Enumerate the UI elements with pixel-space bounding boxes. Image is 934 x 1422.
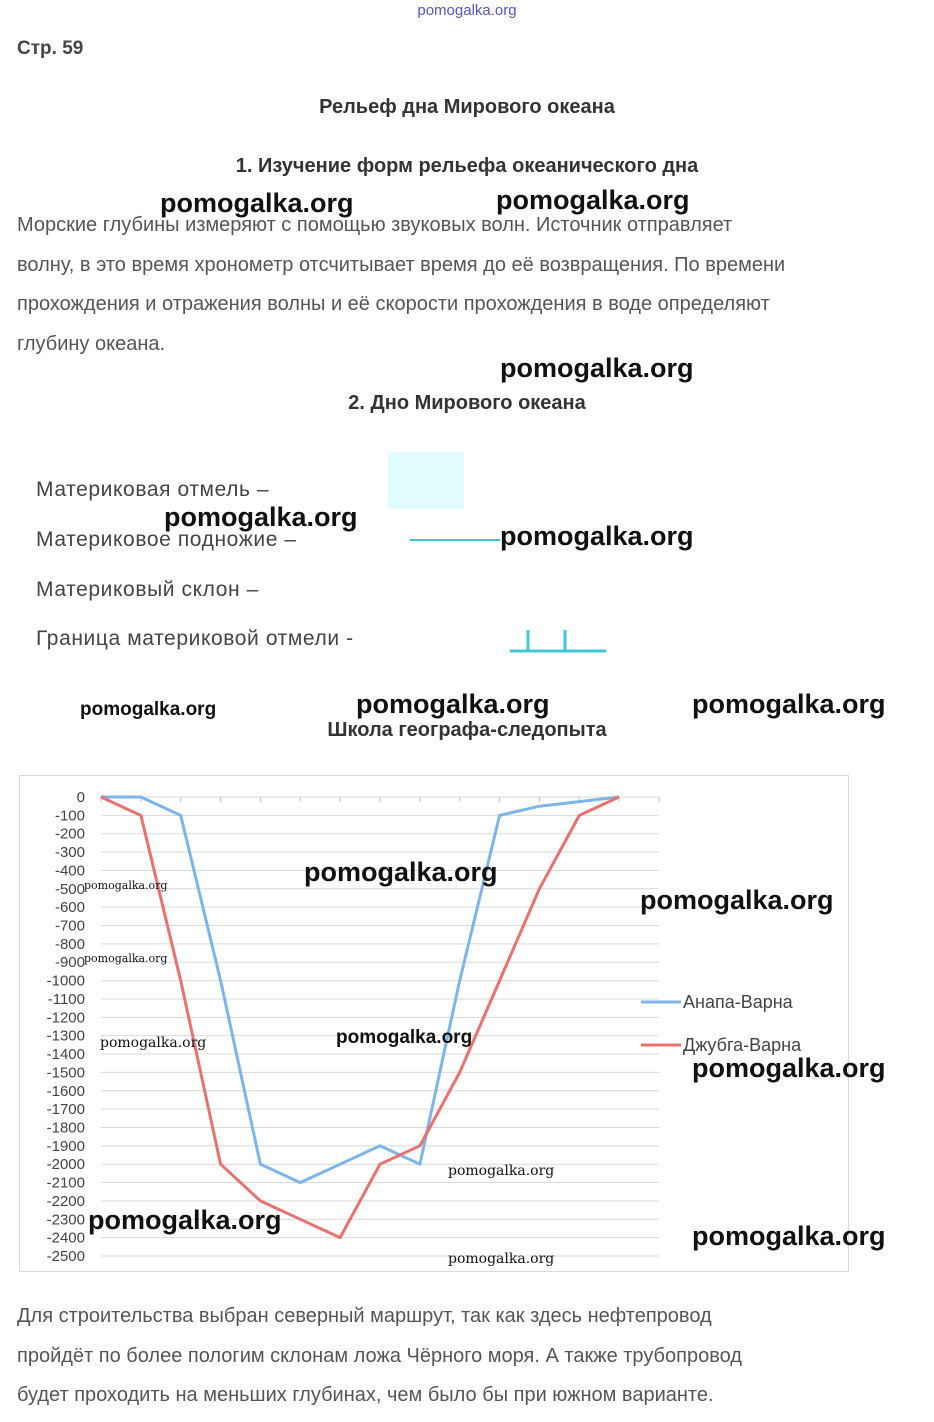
y-tick-label: -900 — [54, 954, 85, 972]
y-tick-label: -300 — [54, 844, 85, 862]
y-tick-label: -700 — [54, 917, 85, 935]
legend-shelf-label: Материковая отмель – — [36, 478, 270, 501]
y-tick-label: -2200 — [46, 1192, 85, 1210]
legend-slope-label: Материковый склон – — [36, 578, 259, 601]
y-tick-label: -2100 — [46, 1174, 85, 1192]
section-1-line: прохождения и отражения волны и её скорости прохождения в воде определяют — [17, 293, 770, 315]
section-1-title: 1. Изучение форм рельефа океанического дна — [235, 155, 699, 177]
foot-line-symbol — [410, 539, 500, 541]
watermark: pomogalka.org — [496, 185, 690, 215]
section-1-line: волну, в это время хронометр отсчитывает время до её возвращения. По времени — [17, 253, 786, 276]
y-tick-label: -2500 — [46, 1248, 85, 1265]
y-tick-label: -1300 — [46, 1027, 85, 1045]
y-tick-label: -400 — [54, 862, 85, 880]
watermark: pomogalka.org — [448, 1251, 555, 1267]
shelf-swatch — [388, 452, 464, 509]
watermark: pomogalka.org — [500, 353, 694, 383]
watermark: pomogalka.org — [304, 857, 498, 887]
watermark: pomogalka.org — [500, 521, 694, 551]
y-tick-label: -1400 — [46, 1046, 85, 1064]
y-tick-label: -1600 — [46, 1082, 85, 1100]
legend-label: Джубга-Варна — [683, 1035, 802, 1055]
legend-shelf-border-label: Граница материковой отмели - — [36, 627, 354, 650]
conclusion-line: будет проходить на меньших глубинах, чем было бы при южном варианте. — [17, 1384, 714, 1406]
watermark: pomogalka.org — [84, 879, 168, 892]
y-tick-label: -1900 — [46, 1137, 85, 1155]
section-1-line: Морские глубины измеряют с помощью звуковых волн. Источник отправляет — [17, 214, 733, 236]
y-tick-label: -1000 — [46, 972, 85, 990]
watermark: pomogalka.org — [448, 1163, 555, 1179]
y-tick-label: -1800 — [46, 1119, 85, 1137]
watermark: pomogalka.org — [336, 1027, 473, 1048]
school-title: Школа географа-следопыта — [327, 719, 607, 741]
y-tick-label: -100 — [54, 807, 85, 825]
y-tick-label: -200 — [54, 825, 85, 843]
watermark: pomogalka.org — [84, 952, 168, 965]
y-tick-label: -2400 — [46, 1229, 85, 1247]
y-tick-label: -1700 — [46, 1101, 85, 1119]
y-tick-label: -2300 — [46, 1211, 85, 1229]
y-tick-label: -1100 — [47, 990, 85, 1008]
conclusion-line: пройдёт по более пологим склонам ложа Чёрного моря. А также трубопровод — [17, 1344, 742, 1367]
watermark: pomogalka.org — [692, 1221, 886, 1251]
conclusion-line: Для строительства выбран северный маршрут, так как здесь нефтепровод — [17, 1305, 712, 1327]
watermark: pomogalka.org — [356, 689, 550, 719]
y-tick-label: 0 — [76, 789, 85, 806]
watermark: pomogalka.org — [640, 885, 834, 915]
watermark: pomogalka.org — [164, 502, 358, 532]
depth-profile-chart — [19, 775, 847, 1270]
y-tick-label: -600 — [54, 899, 85, 917]
watermark: pomogalka.org — [100, 1035, 207, 1051]
legend-foot-label: Материковое подножие – — [36, 528, 297, 551]
page-number: Стр. 59 — [17, 38, 84, 59]
watermark: pomogalka.org — [692, 1053, 886, 1083]
watermark: pomogalka.org — [88, 1205, 282, 1235]
site-header-link[interactable]: pomogalka.org — [417, 2, 517, 19]
conclusion-text — [17, 1297, 917, 1416]
y-tick-label: -1200 — [46, 1009, 85, 1027]
page-title: Рельеф дна Мирового океана — [319, 96, 615, 118]
watermark: pomogalka.org — [160, 188, 354, 218]
section-1-line: глубину океана. — [17, 332, 166, 355]
shelf-border-symbol — [508, 626, 608, 656]
y-tick-label: -2000 — [46, 1156, 85, 1174]
legend-label: Анапа-Варна — [683, 992, 793, 1012]
watermark: pomogalka.org — [692, 689, 886, 719]
section-2-title: 2. Дно Мирового океана — [348, 392, 586, 414]
watermark: pomogalka.org — [80, 699, 217, 720]
y-tick-label: -500 — [54, 880, 85, 898]
series-line-0 — [101, 797, 619, 1183]
y-tick-label: -800 — [54, 935, 85, 953]
section-1-text — [17, 206, 917, 364]
y-tick-label: -1500 — [46, 1064, 85, 1082]
